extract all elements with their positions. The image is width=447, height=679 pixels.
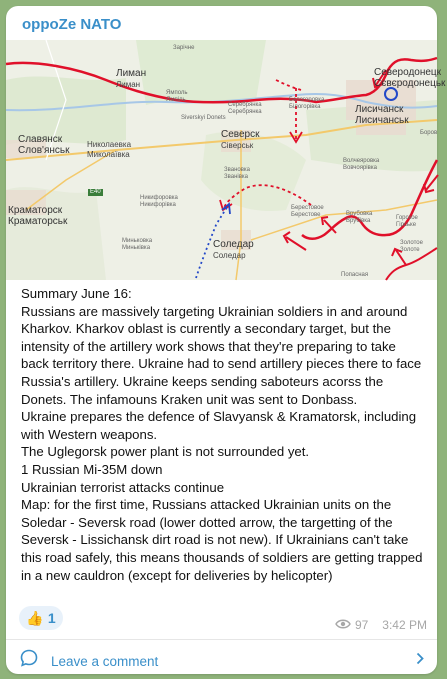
map-label-soledar-ua: Соледар <box>213 251 246 260</box>
map-label-vovchoiarivka: Вовчоярівка <box>343 165 377 171</box>
map-label-seversk: Северск <box>221 129 260 140</box>
message-line: Map: for the first time, Russians attacked Ukrainian units on the Soledar - Seversk road (lower dotted arrow, the targetting of the Seversk - Lissichansk dirt road is not new). If Ukrainians can't take this road safely, this means thousands of soldiers are getting trapped in a new cauldron (except for deliveries by helicopter) <box>21 497 423 583</box>
map-label-bilohorivka: Білогорівка <box>289 104 321 110</box>
view-count: 97 <box>354 618 369 632</box>
map-label-siverskyi-donets: Siverskyi Donets <box>181 115 226 121</box>
message-line: The Uglegorsk power plant is not surrounded yet. <box>21 444 310 460</box>
map-label-zvanivka: Званівка <box>224 174 249 180</box>
leave-comment-button[interactable] <box>6 640 437 674</box>
leave-comment-label: Leave a comment <box>51 654 159 669</box>
message-line: Ukrainian terrorist attacks continue <box>21 479 225 495</box>
map-label-borovskoe: Боров <box>420 130 438 136</box>
channel-name[interactable]: oppoZe NATO <box>22 16 122 33</box>
map-label-sievierodonetsk: Сєвєродонецьк <box>374 78 446 89</box>
map-label-zarichne: Зарічне <box>173 45 195 51</box>
map-label-hirske: Гірське <box>396 222 417 228</box>
map-label-berestovoe: Берестовое <box>291 205 324 211</box>
comment-bubble-icon <box>20 649 38 672</box>
message-line: 1 Russian Mi-35M down <box>21 461 163 477</box>
map-label-nikolaevka: Николаевка <box>87 140 132 149</box>
map-label-volchoyarovka: Волчеяровка <box>343 158 380 164</box>
map-label-lyman-ua: Лиман <box>116 80 141 89</box>
map-label-kramatorsk-ua: Краматорськ <box>8 216 68 227</box>
map-label-serebrianka: Серебрянка <box>228 109 262 115</box>
map-label-vrubovka: Врубовка <box>346 211 373 217</box>
map-label-lyman: Лиман <box>116 68 147 79</box>
message-line: Summary June 16: <box>21 286 132 301</box>
map-label-slavyansk: Славянск <box>18 134 63 145</box>
map-label-nykyforivka: Никифорівка <box>140 202 176 208</box>
map-label-belogorovka: Белогоровка <box>289 97 325 103</box>
eye-icon <box>335 618 351 632</box>
map-label-mykolaivka: Миколаївка <box>87 150 130 159</box>
message-meta <box>335 618 427 632</box>
reaction-count: 1 <box>47 610 56 626</box>
message-line: Russians are massively targeting Ukrainian soldiers in and around Kharkov. Kharkov oblast is currently a secondary target, but the intensity of the artillery work shows that they're preparing to take back territory there. Ukraine had to send artillery pieces there to face Russia's artillery. Ukraine keeps sending saboteurs acorss the Donets. The infamouns Kraken unit was sent to Donbass. <box>21 303 422 407</box>
map-label-vrubivka: Врубівка <box>346 218 371 224</box>
map-label-gorskoe: Горское <box>396 215 418 221</box>
map-label-nikiforovka: Никифоровка <box>140 195 178 201</box>
map-label-severodonetsk: Северодонецк <box>374 67 442 78</box>
map-label-berestove: Берестове <box>291 212 321 218</box>
message-time: 3:42 PM <box>382 618 427 632</box>
message-line: Ukraine prepares the defence of Slavyansk & Kramatorsk, including with Western weapons. <box>21 409 417 442</box>
map-label-lysychansk: Лисичанськ <box>355 115 409 126</box>
map-label-zolote: Золоте <box>400 247 420 253</box>
map-label-yampil: Ямпіль <box>166 97 186 103</box>
map-label-sloviansk: Слов'янськ <box>18 145 70 156</box>
map-label-minkivka: Миньківка <box>122 245 151 251</box>
map-label-siversk: Сіверськ <box>221 141 254 150</box>
map-label-minkovka: Миньковка <box>122 238 153 244</box>
chevron-right-icon <box>416 652 424 670</box>
map-image[interactable] <box>6 40 446 280</box>
map-label-popasnaya: Попасная <box>341 272 369 278</box>
message-card <box>6 6 446 674</box>
map-label-zolotoe: Золотое <box>400 240 423 246</box>
map-label-kramatorsk: Краматорск <box>8 205 63 216</box>
map-label-soledar: Соледар <box>213 239 254 250</box>
message-text <box>21 285 427 584</box>
reaction-thumbs-up[interactable] <box>19 606 63 630</box>
map-label-serebryanka: Серебрянка <box>228 102 262 108</box>
map-label-e40: E40 <box>90 189 101 195</box>
map-label-zvanovka: Звановка <box>224 167 251 173</box>
map-label-yampol: Ямполь <box>166 90 188 96</box>
map-label-lisichansk: Лисичанск <box>355 104 404 115</box>
thumbs-up-icon: 👍 <box>26 609 44 626</box>
